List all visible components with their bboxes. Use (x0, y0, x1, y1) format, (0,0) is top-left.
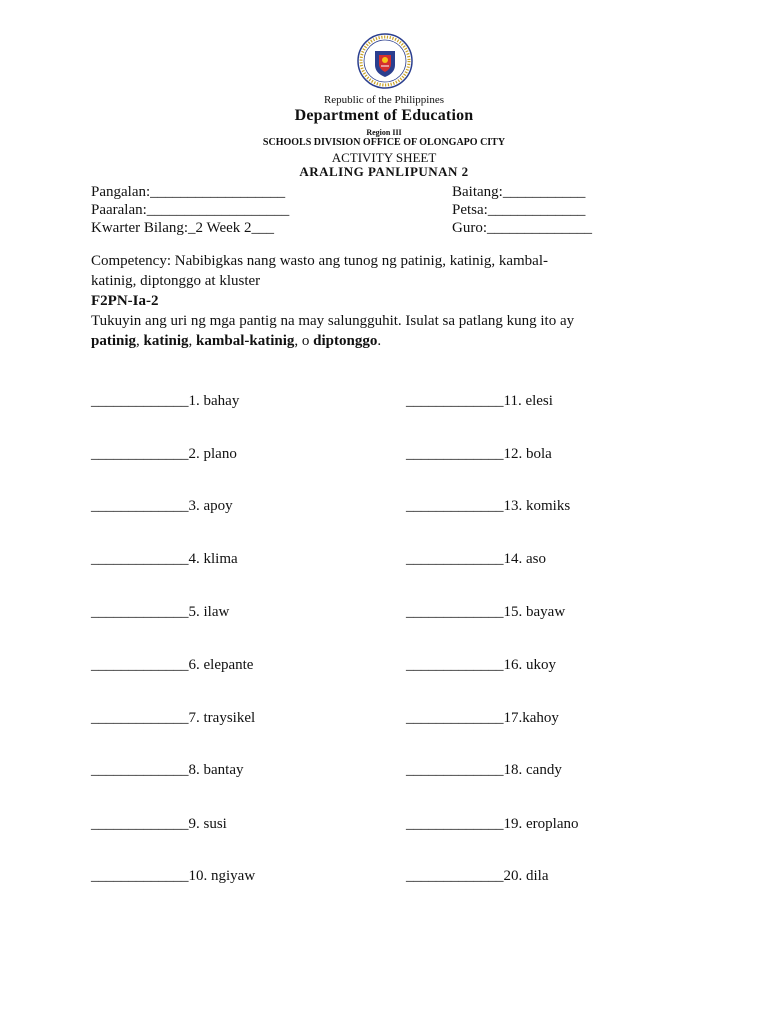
baitang-field: Baitang:___________ (452, 184, 586, 200)
item-word: 3. apoy (188, 498, 233, 514)
answer-blank: _____________ (406, 446, 504, 462)
item-word: 6. elepante (188, 657, 254, 673)
answer-blank: _____________ (406, 604, 504, 620)
separator: , (188, 333, 197, 349)
item-word: 11. elesi (503, 393, 553, 409)
list-item (91, 604, 229, 621)
list-item (406, 868, 549, 885)
answer-blank: _____________ (406, 657, 504, 673)
item-word: 5. ilaw (188, 604, 230, 620)
list-item (406, 551, 546, 568)
item-word: 2. plano (188, 446, 237, 462)
list-item (406, 762, 562, 779)
answer-blank: _____________ (91, 446, 189, 462)
period: . (377, 333, 382, 349)
item-word: 18. candy (503, 762, 562, 778)
competency-line-2: katinig, diptonggo at kluster (91, 273, 261, 289)
option-patinig: patinig (91, 333, 137, 349)
republic-heading: Republic of the Philippines (323, 94, 445, 106)
list-item (91, 551, 238, 568)
subject-heading: ARALING PANLIPUNAN 2 (299, 164, 469, 179)
list-item (406, 816, 578, 833)
list-item (91, 498, 233, 515)
instruction-line-1: Tukuyin ang uri ng mga pantig na may salungguhit. Isulat sa patlang kung ito ay (91, 313, 575, 329)
item-word: 15. bayaw (503, 604, 566, 620)
item-word: 7. traysikel (188, 710, 256, 726)
item-word: 14. aso (503, 551, 546, 567)
list-item (91, 393, 239, 410)
answer-blank: _____________ (91, 604, 189, 620)
item-word: 4. klima (188, 551, 238, 567)
list-item (91, 657, 253, 674)
item-word: 10. ngiyaw (188, 868, 256, 884)
list-item (91, 816, 227, 833)
item-word: 19. eroplano (503, 816, 579, 832)
list-item (91, 710, 255, 727)
list-item (406, 393, 553, 410)
competency-code: F2PN-Ia-2 (91, 293, 159, 309)
answer-blank: _____________ (406, 868, 504, 884)
list-item (91, 446, 237, 463)
department-heading: Department of Education (294, 107, 474, 124)
item-word: 12. bola (503, 446, 552, 462)
option-kambal-katinig: kambal-katinig (196, 333, 295, 349)
answer-blank: _____________ (406, 551, 504, 567)
answer-blank: _____________ (406, 762, 504, 778)
answer-blank: _____________ (91, 816, 189, 832)
paaralan-field: Paaralan:___________________ (91, 202, 290, 218)
answer-blank: _____________ (91, 868, 189, 884)
option-katinig: katinig (143, 333, 189, 349)
deped-seal-icon (357, 33, 413, 89)
instruction-line-2 (91, 331, 381, 351)
list-item (406, 710, 559, 727)
competency-line-1: Competency: Nabibigkas nang wasto ang tunog ng patinig, katinig, kambal- (91, 253, 548, 269)
answer-blank: _____________ (406, 710, 504, 726)
list-item (406, 604, 565, 621)
answer-blank: _____________ (91, 498, 189, 514)
separator: , (136, 333, 144, 349)
item-word: 13. komiks (503, 498, 571, 514)
item-word: 16. ukoy (503, 657, 556, 673)
list-item (91, 762, 243, 779)
answer-blank: _____________ (406, 393, 504, 409)
region-heading: Region III (366, 128, 402, 137)
answer-blank: _____________ (91, 657, 189, 673)
item-word: 8. bantay (188, 762, 244, 778)
list-item (406, 446, 552, 463)
activity-sheet-heading: ACTIVITY SHEET (331, 150, 437, 165)
list-item (406, 657, 556, 674)
answer-blank: _____________ (406, 816, 504, 832)
answer-blank: _____________ (406, 498, 504, 514)
list-item (91, 868, 255, 885)
answer-blank: _____________ (91, 762, 189, 778)
kwarter-field: Kwarter Bilang:_2 Week 2___ (91, 220, 275, 236)
pangalan-field: Pangalan:__________________ (91, 184, 286, 200)
answer-blank: _____________ (91, 393, 189, 409)
list-item (406, 498, 570, 515)
item-word: 9. susi (188, 816, 227, 832)
item-word: 17.kahoy (503, 710, 559, 726)
item-word: 1. bahay (188, 393, 240, 409)
guro-field: Guro:______________ (452, 220, 592, 236)
item-word: 20. dila (503, 868, 549, 884)
separator: , o (294, 333, 314, 349)
option-diptonggo: diptonggo (313, 333, 378, 349)
petsa-field: Petsa:_____________ (452, 202, 586, 218)
division-heading: SCHOOLS DIVISION OFFICE OF OLONGAPO CITY (262, 137, 506, 148)
answer-blank: _____________ (91, 551, 189, 567)
answer-blank: _____________ (91, 710, 189, 726)
